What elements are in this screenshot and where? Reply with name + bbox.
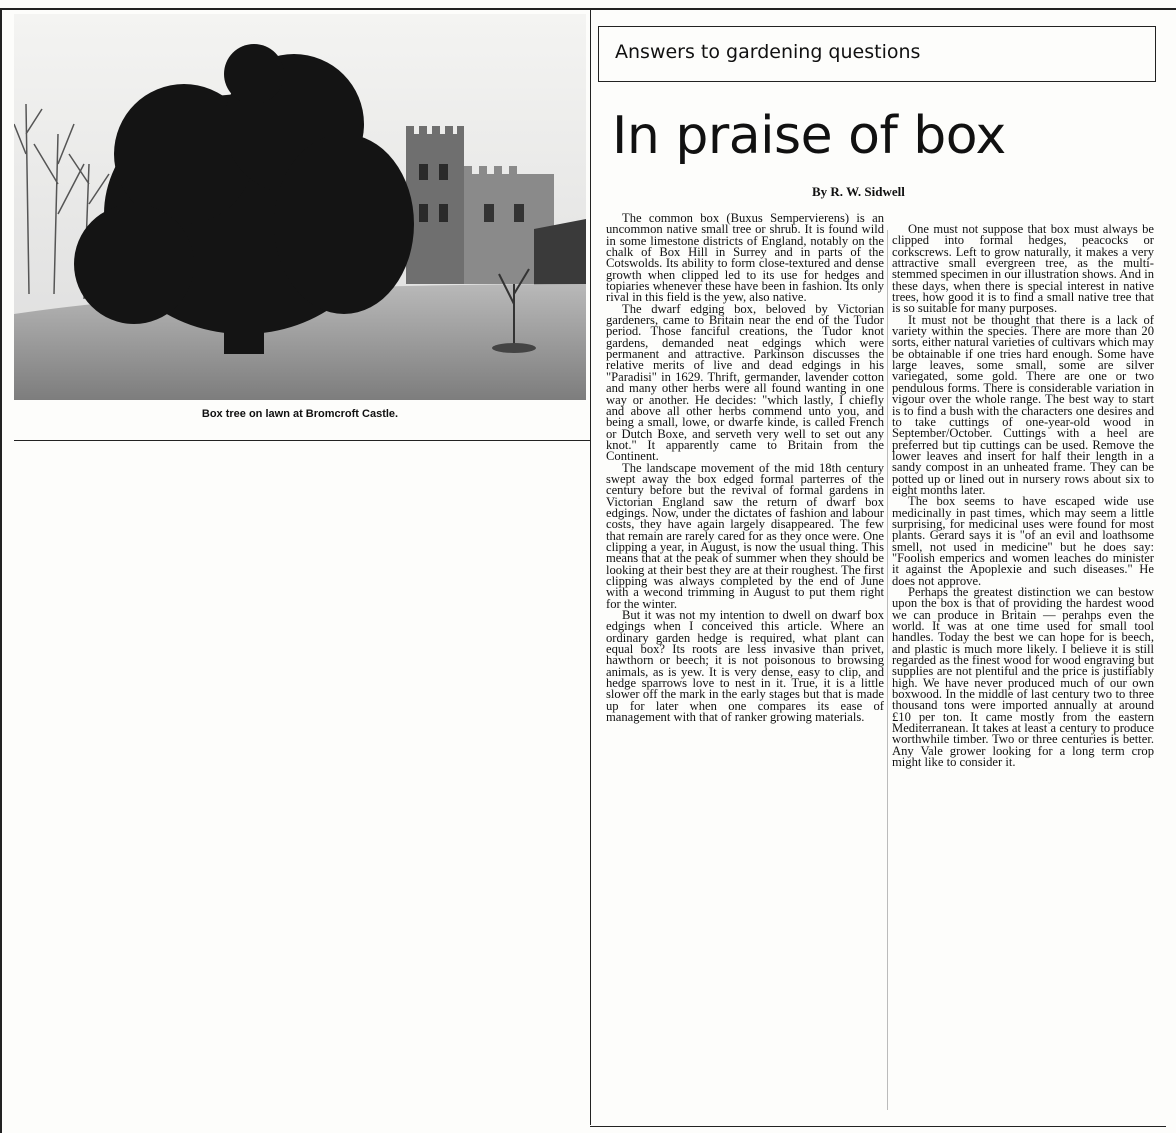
paragraph: But it was not my intention to dwell on dwarf box edgings when I conceived this article. Where an ordinary garden hedge is required, what plant can equal box? Its roots are less invasive than privet, hawthorn or beech; it is not poisonous to browsing animals, as is yew. It is very dense, easy to clip, and hedge sparrows love to nest in it. True, it is a little slower off the mark in the early stages but that is made up for later when one compares its ease of management with that of ranker growing materials. bbox=[606, 608, 884, 725]
left-rule bbox=[0, 8, 2, 1133]
bottom-rule bbox=[590, 1126, 1166, 1127]
photo-bottom-rule bbox=[14, 440, 590, 441]
paragraph: The landscape movement of the mid 18th century swept away the box edged formal parterres of the century before but the revival of formal gardens in Victorian England saw the return of dwarf box edgings. Now, under the dictates of fashion and labour costs, they have again largely disappeared. The few that remain are rarely cared for as they once were. One clipping a year, in August, is now the usual thing. This means that at the peak of summer when they should be looking at their best they are at their roughest. The first clipping was always completed by the end of June with a wecond trimming in August to put them right for the winter. bbox=[606, 460, 884, 611]
article-column-1 bbox=[606, 213, 884, 723]
paragraph: The common box (Buxus Sempervierens) is an uncommon native small tree or shrub. It is found wild in some limestone districts of England, notably on the chalk of Box Hill in Surrey and in parts of the Cotswolds. Its ability to form close-textured and dense growth when clipped led to its use for hedges and topiaries whenever these have been in fashion. Its only rival in this field is the yew, also native. bbox=[606, 211, 884, 305]
headline: In praise of box bbox=[612, 106, 1006, 166]
photo-caption: Box tree on lawn at Bromcroft Castle. bbox=[201, 408, 399, 420]
article-column-2 bbox=[892, 224, 1154, 769]
paragraph: It must not be thought that there is a lack of variety within the species. There are more than 20 sorts, either natural varieties of cultivars which may be obtainable if one tries hard enough. Some have large leaves, some small, some are silver variegated, some gold. There are one or two pendulous forms. There is considerable variation in vigour over the whole range. The best way to start is to find a bush with the characters one desires and to take cuttings of one-year-old wood in September/October. Cuttings with a heel are preferred but tip cuttings can be used. Remove the lower leaves and insert for half their length in a sandy compost in an unheated frame. They can be potted up or lined out in nursery rows about six to eight months later. bbox=[892, 312, 1154, 497]
byline: By R. W. Sidwell bbox=[812, 184, 905, 199]
paragraph: One must not suppose that box must always be clipped into formal hedges, peacocks or corkscrews. Left to grow naturally, it makes a very attractive small evergreen tree, as the multi-stemmed specimen in our illustration shows. And in these days, when there is special interest in native trees, how good it is to find a small native tree that is so suitable for many purposes. bbox=[892, 222, 1154, 316]
paragraph: The box seems to have escaped wide use medicinally in past times, which may seem a little surprising, for medicinal uses were found for most plants. Gerard says it is "of an evil and loathsome smell, not used in medicine" but he does say: "Foolish emperics and women leaches do minister it against the Apoplexie and such diseases." He does not approve. bbox=[892, 494, 1154, 588]
paragraph: The dwarf edging box, beloved by Victorian gardeners, came to Britain near the end of the Tudor period. Those fanciful creations, the Tudor knot gardens, demanded neat edgings which were permanent and attractive. Parkinson discusses the relative merits of live and dead edgings in his "Paradisi" in 1629. Thrift, germander, lavender cotton and many other herbs were all found wanting in one way or another. He decides: "which lastly, I chiefly and above all other herbs commend unto you, and being a small, lowe, or dwarfe kinde, is called French or Dutch Boxe, and serveth very well to set out any knot." It apparently came to Britain from the Continent. bbox=[606, 301, 884, 464]
top-rule bbox=[0, 8, 1176, 10]
section-kicker: Answers to gardening questions bbox=[598, 26, 1156, 82]
paragraph: Perhaps the greatest distinction we can bestow upon the box is that of providing the hardest wood we can produce in Britain — perahps even the world. It was at one time used for small tool handles. Today the best we can hope for is beech, and plastic is much more likely. I believe it is still regarded as the finest wood for wood engraving but supplies are not plentiful and the price is justifiably high. We have never produced much of our own boxwood. In the middle of last century two to three thousand tons were imported annually at around £10 per ton. It came mostly from the eastern Mediterranean. It takes at least a century to produce worthwhile timber. Two or three centuries is better. Any Vale grower looking for a long term crop might like to consider it. bbox=[892, 585, 1154, 770]
column-divider-rule bbox=[590, 10, 591, 1125]
box-tree-photo bbox=[14, 14, 586, 400]
column-separator bbox=[887, 230, 888, 1110]
